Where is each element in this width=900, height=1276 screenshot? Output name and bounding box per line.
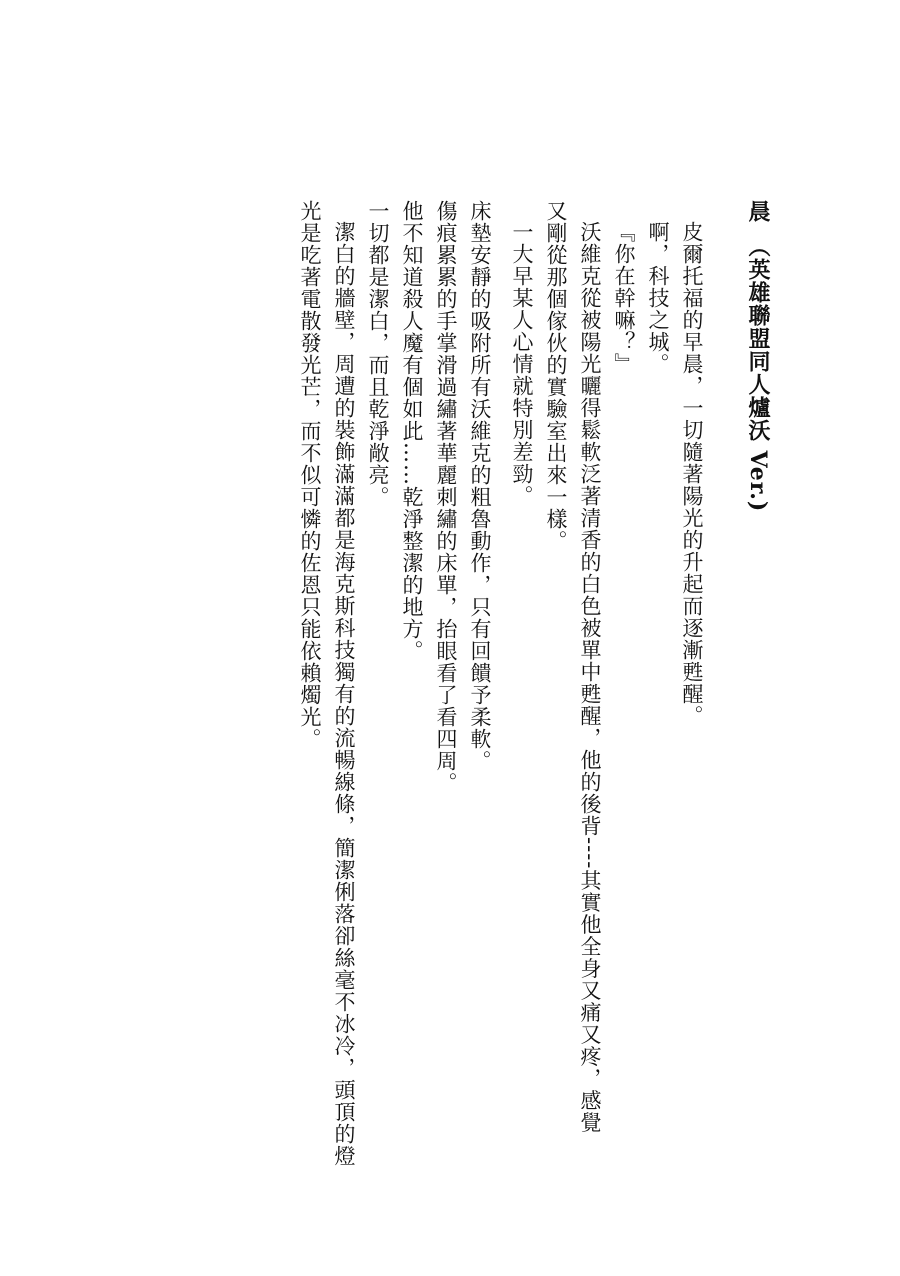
paragraph-continuation: 又剛從那個傢伙的實驗室出來一樣。	[544, 200, 568, 552]
paragraph: 『你在幹嘛？』	[612, 221, 636, 375]
paragraph: 皮爾托福的早晨，一切隨著陽光的升起而逐漸甦醒。	[680, 221, 704, 727]
paragraph: 一大早某人心情就特別差勁。	[510, 221, 534, 507]
document-title: 晨 （英雄聯盟同人爐沃 Ver.)	[745, 200, 771, 513]
paragraph: 啊，科技之城。	[646, 221, 670, 375]
paragraph: 沃維克從被陽光曬得鬆軟泛著清香的白色被單中甦醒，他的後背----其實他全身又痛又疼，感覺	[578, 221, 602, 1134]
paragraph: 一切都是潔白，而且乾淨敞亮。	[366, 200, 390, 508]
paragraph-continuation: 光是吃著電散發光芒，而不似可憐的佐恩只能依賴燭光。	[298, 200, 322, 750]
paragraph: 傷痕累累的手掌滑過繡著華麗刺繡的床單，抬眼看了看四周。	[434, 200, 458, 794]
vertical-text-body	[293, 200, 775, 1167]
paragraph: 潔白的牆壁，周遭的裝飾滿滿都是海克斯科技獨有的流暢線條，簡潔俐落卻絲毫不冰冷，頭頂的燈	[332, 221, 356, 1167]
paragraph: 他不知道殺人魔有個如此……乾淨整潔的地方。	[400, 200, 424, 662]
paragraph: 床墊安靜的吸附所有沃維克的粗魯動作，只有回饋予柔軟。	[468, 200, 492, 772]
